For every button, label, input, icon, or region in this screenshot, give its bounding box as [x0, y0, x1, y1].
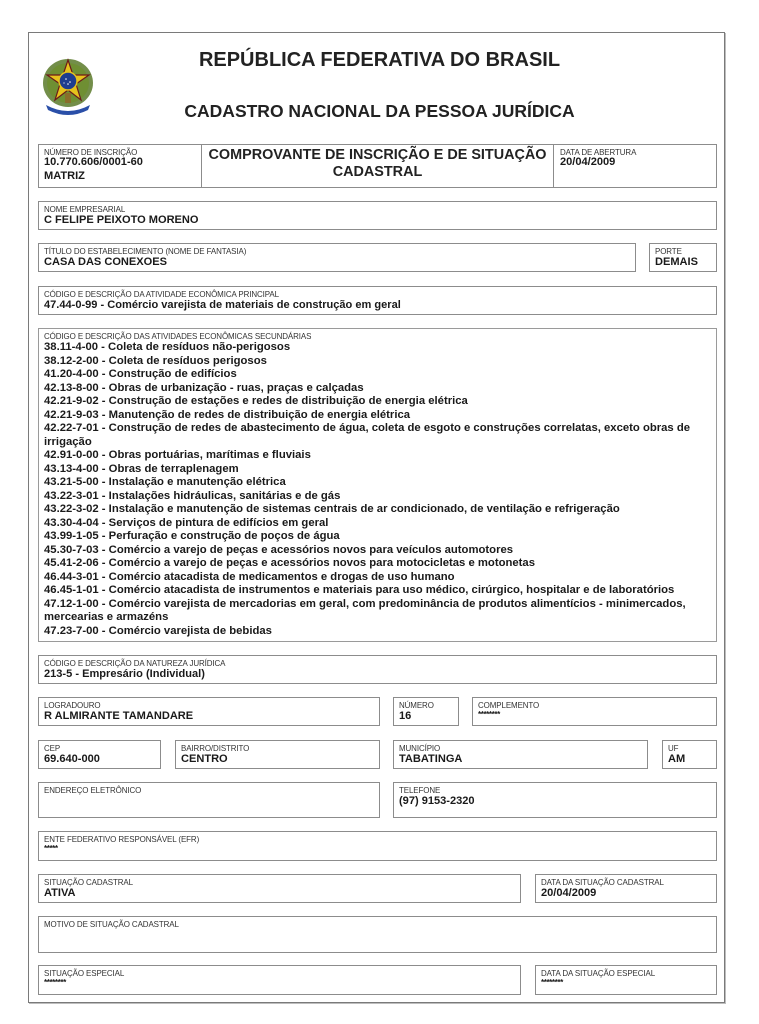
situacao-especial-field [38, 965, 521, 995]
atividade-principal-label: CÓDIGO E DESCRIÇÃO DA ATIVIDADE ECONÔMICA PRINCIPAL [44, 289, 279, 299]
titulo-estabelecimento-value: CASA DAS CONEXOES [44, 256, 167, 268]
list-item: 46.44-3-01 - Comércio atacadista de medicamentos e drogas de uso humano [44, 570, 455, 583]
motivo-situacao-field [38, 916, 717, 953]
data-situacao-cadastral-label: DATA DA SITUAÇÃO CADASTRAL [541, 877, 664, 887]
natureza-juridica-label: CÓDIGO E DESCRIÇÃO DA NATUREZA JURÍDICA [44, 658, 226, 668]
efr-value: ***** [44, 843, 58, 853]
situacao-cadastral-label: SITUAÇÃO CADASTRAL [44, 877, 133, 887]
natureza-juridica-field [38, 655, 717, 684]
comprovante-title [201, 144, 554, 188]
abertura-date: 20/04/2009 [560, 156, 616, 168]
situacao-cadastral-field [38, 874, 521, 903]
data-situacao-especial-value: ******** [541, 977, 563, 987]
numero-value: 16 [399, 710, 412, 722]
email-field [38, 782, 380, 818]
municipio-field [393, 740, 648, 769]
list-item: 42.13-8-00 - Obras de urbanização - ruas, praças e calçadas [44, 381, 364, 394]
list-item: 43.22-3-01 - Instalações hidráulicas, sanitárias e de gás [44, 489, 341, 502]
inscricao-label: NÚMERO DE INSCRIÇÃO [44, 147, 138, 157]
nome-empresarial-label: NOME EMPRESARIAL [44, 204, 126, 214]
numero-label: NÚMERO [399, 700, 434, 710]
list-item: 47.12-1-00 - Comércio varejista de mercadorias em geral, com predominância de produtos alimentícios - minimercados, mercearias e armazéns [44, 597, 686, 623]
data-situacao-cadastral-value: 20/04/2009 [541, 887, 597, 899]
list-item: 45.41-2-06 - Comércio a varejo de peças e acessórios novos para motocicletas e motonetas [44, 557, 536, 569]
situacao-especial-value: ******** [44, 977, 66, 987]
list-item: 43.13-4-00 - Obras de terraplenagem [44, 462, 239, 475]
natureza-juridica-value: 213-5 - Empresário (Individual) [44, 668, 205, 680]
inscricao-number: 10.770.606/0001-60 [44, 156, 143, 168]
list-item: 41.20-4-00 - Construção de edifícios [44, 368, 237, 380]
data-situacao-cadastral-field [535, 874, 717, 903]
porte-field [649, 243, 717, 272]
porte-value: DEMAIS [655, 256, 698, 268]
inscricao-type: MATRIZ [44, 170, 85, 182]
motivo-situacao-label: MOTIVO DE SITUAÇÃO CADASTRAL [44, 919, 179, 929]
porte-label: PORTE [655, 246, 682, 256]
list-item: 43.21-5-00 - Instalação e manutenção elétrica [44, 476, 286, 488]
list-item: 42.21-9-02 - Construção de estações e redes de distribuição de energia elétrica [44, 395, 468, 407]
nome-empresarial-field [38, 201, 717, 230]
list-item: 43.99-1-05 - Perfuração e construção de poços de água [44, 530, 340, 542]
data-situacao-especial-field [535, 965, 717, 995]
list-item: 42.91-0-00 - Obras portuárias, marítimas e fluviais [44, 449, 311, 461]
list-item: 47.23-7-00 - Comércio varejista de bebidas [44, 624, 272, 637]
atividade-principal-field [38, 286, 717, 315]
complemento-field [472, 697, 717, 726]
uf-label: UF [668, 743, 679, 753]
list-item: 42.21-9-03 - Manutenção de redes de distribuição de energia elétrica [44, 408, 411, 421]
titulo-estabelecimento-field [38, 243, 636, 272]
telefone-field [393, 782, 717, 818]
municipio-value: TABATINGA [399, 753, 463, 765]
logradouro-value: R ALMIRANTE TAMANDARE [44, 710, 194, 722]
bairro-value: CENTRO [181, 753, 228, 765]
efr-field [38, 831, 717, 861]
email-label: ENDEREÇO ELETRÔNICO [44, 785, 142, 795]
complemento-label: COMPLEMENTO [478, 700, 540, 710]
cep-field [38, 740, 161, 769]
page-subtitle: CADASTRO NACIONAL DA PESSOA JURÍDICA [184, 101, 575, 121]
page-title: REPÚBLICA FEDERATIVA DO BRASIL [198, 49, 561, 71]
uf-field [662, 740, 717, 769]
cep-label: CEP [44, 743, 61, 753]
list-item: 38.11-4-00 - Coleta de resíduos não-perigosos [44, 341, 291, 353]
atividades-secundarias-list [44, 341, 710, 638]
telefone-value: (97) 9153-2320 [399, 795, 475, 807]
list-item: 42.22-7-01 - Construção de redes de abastecimento de água, coleta de esgoto e construções correlatas, exceto obras de irrigação [44, 422, 691, 448]
uf-value: AM [668, 753, 686, 765]
abertura-label: DATA DE ABERTURA [560, 147, 637, 157]
cep-value: 69.640-000 [44, 753, 100, 765]
numero-field [393, 697, 459, 726]
list-item: 43.22-3-02 - Instalação e manutenção de sistemas centrais de ar condicionado, de ventilação e refrigeração [44, 503, 620, 515]
comprovante-line1: COMPROVANTE DE INSCRIÇÃO E DE SITUAÇÃO [208, 147, 547, 163]
situacao-especial-label: SITUAÇÃO ESPECIAL [44, 968, 125, 978]
bairro-field [175, 740, 380, 769]
municipio-label: MUNICÍPIO [399, 743, 441, 753]
situacao-cadastral-value: ATIVA [44, 887, 76, 899]
comprovante-line2: CADASTRAL [332, 164, 423, 180]
logradouro-label: LOGRADOURO [44, 700, 101, 710]
list-item: 38.12-2-00 - Coleta de resíduos perigosos [44, 354, 267, 367]
data-situacao-especial-label: DATA DA SITUAÇÃO ESPECIAL [541, 968, 656, 978]
list-item: 45.30-7-03 - Comércio a varejo de peças e acessórios novos para veículos automotores [44, 543, 514, 556]
list-item: 43.30-4-04 - Serviços de pintura de edifícios em geral [44, 516, 329, 529]
bairro-label: BAIRRO/DISTRITO [181, 743, 250, 753]
logradouro-field [38, 697, 380, 726]
atividade-principal-value: 47.44-0-99 - Comércio varejista de materiais de construção em geral [44, 299, 401, 311]
atividades-secundarias-field [38, 328, 717, 642]
atividades-secundarias-label: CÓDIGO E DESCRIÇÃO DAS ATIVIDADES ECONÔMICAS SECUNDÁRIAS [44, 331, 312, 341]
telefone-label: TELEFONE [399, 785, 441, 795]
nome-empresarial-value: C FELIPE PEIXOTO MORENO [44, 214, 199, 226]
efr-label: ENTE FEDERATIVO RESPONSÁVEL (EFR) [44, 834, 200, 844]
list-item: 46.45-1-01 - Comércio atacadista de instrumentos e materiais para uso médico, cirúrgico, hospitalar e de laboratórios [44, 584, 675, 596]
complemento-value: ******** [478, 709, 500, 719]
titulo-estabelecimento-label: TÍTULO DO ESTABELECIMENTO (NOME DE FANTASIA) [44, 246, 247, 256]
